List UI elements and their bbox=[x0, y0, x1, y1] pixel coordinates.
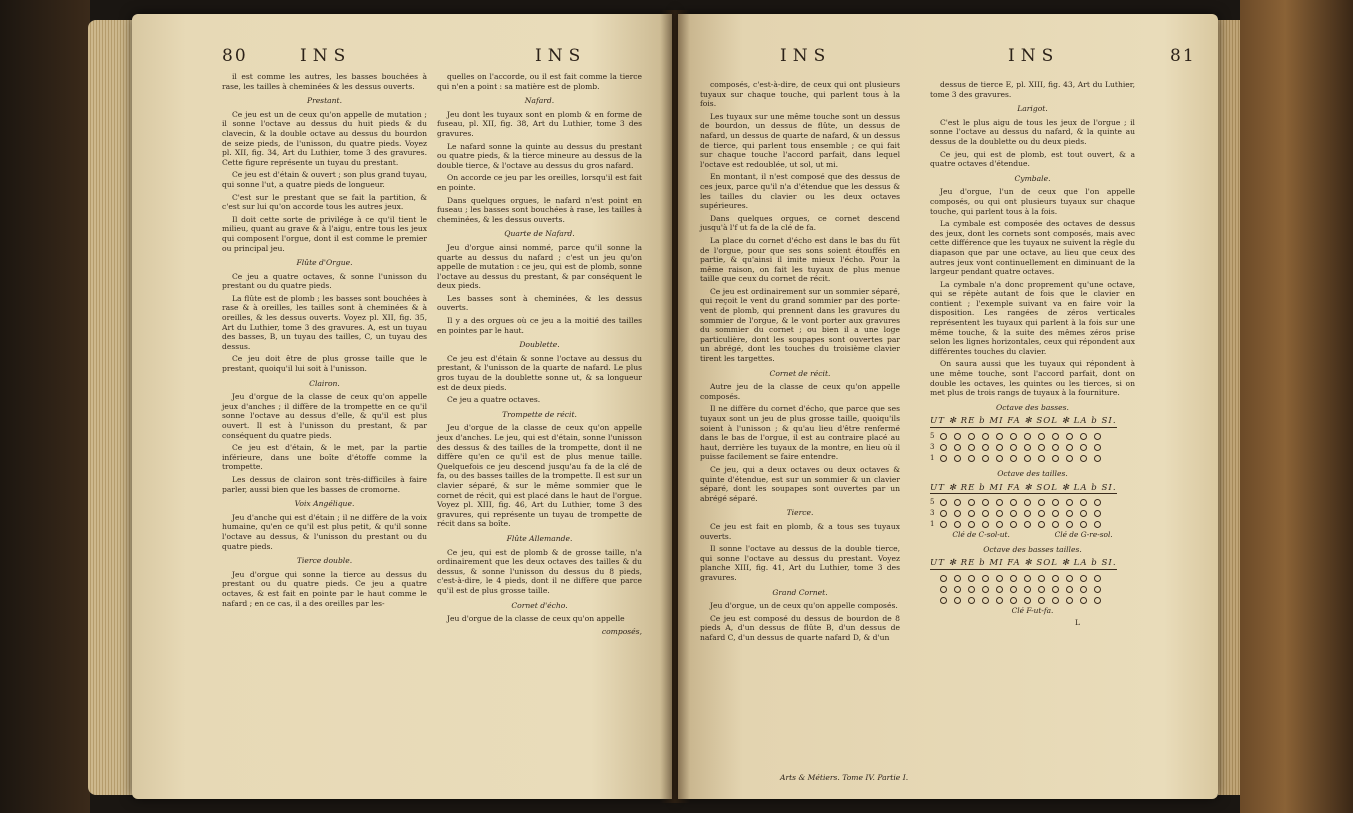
pipe-circles bbox=[940, 455, 1101, 462]
paragraph: Jeu d'orgue, un de ceux qu'on appelle composés. bbox=[710, 601, 898, 611]
paragraph: Il doit cette sorte de privilége à ce qu'il tient le milieu, quant au grave & à l'aigu, entre tous les jeux qui composent l'orgue, dont il est comme le premier ou principal jeu. bbox=[222, 214, 427, 253]
pipe-table-basses-tailles bbox=[930, 558, 1135, 615]
paragraph: Jeu dont les tuyaux sont en plomb & en forme de fuseau, pl. XII, fig. 38, Art du Luthier, tome 3 des gravures. bbox=[437, 109, 642, 138]
section-title: Doublette. bbox=[519, 340, 560, 350]
table3-title: Octave des basses tailles. bbox=[983, 544, 1082, 554]
note-row: UT ✻ RE b MI FA ✻ SOL ✻ LA b SI. bbox=[930, 558, 1117, 569]
left-page-number: 80 bbox=[222, 46, 248, 66]
paragraph: On accorde ce jeu par les oreilles, lorsqu'il est fait en pointe. bbox=[437, 173, 642, 192]
section-title: Nafard. bbox=[524, 96, 555, 106]
pipe-circles bbox=[940, 575, 1101, 582]
paragraph: Autre jeu de la classe de ceux qu'on appelle composés. bbox=[700, 382, 900, 401]
paragraph: composés, c'est-à-dire, de ceux qui ont plusieurs tuyaux sur chaque touche, qui parlent tous à la fois. bbox=[700, 80, 900, 109]
table2-title: Octave des tailles. bbox=[997, 469, 1068, 478]
pipe-circles bbox=[940, 597, 1101, 604]
paragraph: Jeu d'orgue qui sonne la tierce au dessus du prestant ou du quatre pieds. Ce jeu a quatre octaves, & est fait en pointe par le haut comme le nafard ; en ce cas, il a des oreilles par les- bbox=[222, 569, 427, 608]
paragraph: Ce jeu, qui est de plomb, est tout ouvert, & a quatre octaves d'étendue. bbox=[930, 149, 1135, 169]
paragraph: La place du cornet d'écho est dans le bas du fût de l'orgue, pour que ses sons soient étouffés en partie, & qu'ainsi il imite mieux l'écho. Pour la même raison, on fait les tuyaux de plus menue taille que ceux du cornet de récit. bbox=[700, 235, 900, 284]
right-column-1 bbox=[700, 80, 900, 645]
paragraph: Il y a des orgues où ce jeu a la moitié des tailles en pointes par le haut. bbox=[437, 316, 642, 335]
paragraph: Ce jeu a quatre octaves, & sonne l'unisson du prestant ou du quatre pieds. bbox=[222, 271, 427, 291]
right-header-right: INS bbox=[780, 46, 832, 66]
paragraph: Jeu d'anche qui est d'étain ; il ne diffère de la voix humaine, qu'en ce qu'il est plus petit, & qu'il sonne l'octave au dessus, & l'unisson du prestant ou du quatre pieds. bbox=[222, 512, 427, 551]
section-title: Cymbale. bbox=[1014, 173, 1051, 183]
paragraph: Ce jeu, qui a deux octaves ou deux octaves & quinte d'étendue, est sur un sommier & un clavier séparé, dont les soupapes sont ouvertes par un abrégé séparé. bbox=[700, 464, 900, 503]
paragraph: dessus de tierce E, pl. XIII, fig. 43, Art du Luthier, tome 3 des gravures. bbox=[930, 80, 1135, 99]
pipe-circles bbox=[940, 444, 1101, 451]
note-row: UT ✻ RE b MI FA ✻ SOL ✻ LA b SI. bbox=[930, 416, 1117, 427]
paragraph: Ce jeu est d'étain & ouvert ; son plus grand tuyau, qui sonne l'ut, a quatre pieds de longueur. bbox=[222, 170, 427, 189]
section-title: Quarte de Nafard. bbox=[504, 229, 575, 239]
paragraph: il est comme les autres, les basses bouchées à rase, les tailles à cheminées & les dessus ouverts. bbox=[222, 72, 427, 91]
paragraph: Dans quelques orgues, le nafard n'est point en fuseau ; les basses sont bouchées à rase, les tailles à cheminées, & les dessus ouverts. bbox=[437, 195, 642, 224]
paragraph: Ce jeu est composé du dessus de bourdon de 8 pieds A, d'un dessus de flûte B, d'un dessus de nafard C, d'un dessus de quarte nafard D, & d'un bbox=[700, 613, 900, 642]
section-title: Cornet de récit. bbox=[769, 368, 831, 378]
section-title: Grand Cornet. bbox=[772, 587, 828, 597]
section-title: Tierce double. bbox=[296, 556, 353, 566]
left-column-2 bbox=[437, 72, 642, 636]
row-label: 5 bbox=[930, 497, 935, 506]
pipe-table-tailles bbox=[930, 483, 1135, 540]
section-title: Flûte Allemande. bbox=[506, 533, 573, 543]
pipe-circles bbox=[940, 499, 1101, 506]
paragraph: Les dessus de clairon sont très-difficiles à faire parler, aussi bien que les basses de cromorne. bbox=[222, 474, 427, 494]
clef-label: Clé de G-re-sol. bbox=[1054, 530, 1113, 540]
section-title: Voix Angélique. bbox=[294, 499, 355, 509]
paragraph: Ce jeu est fait en plomb, & a tous ses tuyaux ouverts. bbox=[700, 521, 900, 541]
paragraph: Le nafard sonne la quinte au dessus du prestant ou quatre pieds, & la tierce mineure au dessus de la double tierce, & l'octave au dessus du gros nafard. bbox=[437, 141, 642, 170]
section-title: Trompette de récit. bbox=[502, 409, 577, 419]
left-header-right: INS bbox=[535, 46, 587, 66]
paragraph: La cymbale est composée des octaves de dessus des jeux, dont les cornets sont composés, mais avec cette différence que les tuyaux ne suivent la règle du diapason que par une octave, au lieu que ceux des autres jeux vont continuellement en diminuant de la largeur pendant quatre octaves. bbox=[930, 219, 1135, 277]
paragraph: Jeu d'orgue de la classe de ceux qu'on appelle jeux d'anches ; il diffère de la trompette en ce qu'il sonne l'octave au dessus d'elle, & qu'il est plus ouvert. Il est à l'unisson du prestant, & par conséquent du quatre pieds. bbox=[222, 392, 427, 440]
paragraph: Dans quelques orgues, ce cornet descend jusqu'à l'f ut fa de la clé de fa. bbox=[700, 213, 900, 233]
paragraph: Jeu d'orgue de la classe de ceux qu'on appelle jeux d'anches. Le jeu, qui est d'étain, sonne l'unisson des dessus & des tailles de la trompette, dont il ne diffère qu'en ce qu'il est de plus menue taille. Quelquefois ce jeu descend jusqu'au fa de la clé de fa, ou des basses tailles de la trompette. Il est sur un clavier séparé, & sur le même sommier que le cornet de récit, qui est placé dans le haut de l'orgue. Voyez pl. XIII, fig. 46, Art du Luthier, tome 3 des gravures, qui représente un tuyau de trompette de récit dans sa boîte. bbox=[437, 423, 642, 529]
paragraph: Ce jeu est un de ceux qu'on appelle de mutation ; il sonne l'octave au dessus du huit pieds & du clavecin, & la double octave au dessus du bourdon de seize pieds, de l'unisson, du quatre pieds. Voyez pl. XII, fig. 34, Art du Luthier, tome 3 des gravures. Cette figure représente un tuyau du prestant. bbox=[222, 109, 427, 167]
paragraph: C'est sur le prestant que se fait la partition, & c'est sur lui qu'on accorde tous les autres jeux. bbox=[222, 192, 427, 212]
book-gutter bbox=[660, 10, 690, 803]
paragraph: Ce jeu a quatre octaves. bbox=[447, 395, 541, 405]
row-label: 3 bbox=[930, 508, 935, 517]
left-page-edges bbox=[88, 20, 134, 795]
table1-title: Octave des basses. bbox=[996, 402, 1069, 412]
note-row: UT ✻ RE b MI FA ✻ SOL ✻ LA b SI. bbox=[930, 482, 1117, 493]
paragraph: Ce jeu est ordinairement sur un sommier séparé, qui reçoit le vent du grand sommier par des porte-vent de plomb, qui prennent dans les gravures du sommier de l'orgue, & le vont porter aux gravures du sommier du cornet ; ou bien il a une loge particulière, dont les soupapes sont ouvertes par un abrégé, dont les touches du troisième clavier tirent les targettes. bbox=[700, 286, 900, 364]
signature-mark: L bbox=[1074, 617, 1080, 627]
pipe-circles bbox=[940, 433, 1101, 440]
paragraph: Ce jeu doit être de plus grosse taille que le prestant, quoiqu'il lui soit à l'unisson. bbox=[222, 354, 427, 374]
paragraph: Il ne diffère du cornet d'écho, que parce que ses tuyaux sont un jeu de plus grosse taille, quoiqu'ils soient à l'unisson ; & qu'au lieu d'être renfermé dans le bas de l'orgue, il est au contraire placé au haut, derrière les tuyaux de la montre, en lieu où il puisse facilement se faire entendre. bbox=[700, 404, 900, 462]
paragraph: La cymbale n'a donc proprement qu'une octave, qui se répète autant de fois que le clavier en contient ; l'exemple suivant va en faire voir la disposition. Les rangées de zéros verticales représentent les tuyaux qui parlent à la fois sur une même touche, & la suite des mêmes zéros prise selon les lignes horizontales, ceux qui répondent aux différentes touches du clavier. bbox=[930, 279, 1135, 356]
clef-label: Clé de C-sol-ut. bbox=[952, 530, 1010, 540]
page-footer: Arts & Métiers. Tome IV. Partie I. bbox=[780, 773, 909, 782]
paragraph: Jeu d'orgue, l'un de ceux que l'on appelle composés, ou qui ont plusieurs tuyaux sur chaque touche, qui parlent tous à la fois. bbox=[930, 187, 1135, 216]
row-label: 5 bbox=[930, 431, 935, 440]
right-page-edges bbox=[1218, 20, 1240, 795]
right-cover bbox=[1240, 0, 1353, 813]
pipe-circles bbox=[940, 521, 1101, 528]
paragraph: Les tuyaux sur une même touche sont un dessus de bourdon, un dessus de flûte, un dessus de nafard, un dessus de quarte de nafard, & un dessus de tierce, qui parlent tous ensemble ; ce qui fait sur chaque touche l'accord parfait, dans lequel l'octave est redoublée, ut sol, ut mi. bbox=[700, 111, 900, 169]
right-column-2-text bbox=[930, 80, 1135, 398]
paragraph: quelles on l'accorde, ou il est fait comme la tierce qui n'en a point : sa matière est de plomb. bbox=[437, 72, 642, 91]
section-title: Cornet d'écho. bbox=[511, 600, 568, 610]
left-column-1 bbox=[222, 72, 427, 611]
paragraph: C'est le plus aigu de tous les jeux de l'orgue ; il sonne l'octave au dessus du nafard, & la quinte au dessus de la doublette ou du deux pieds. bbox=[930, 117, 1135, 146]
paragraph: Ce jeu est d'étain & sonne l'octave au dessus du prestant, & l'unisson de la quarte de nafard. Le plus gros tuyau de la doublette sonne ut, & sa longueur est de deux pieds. bbox=[437, 353, 642, 392]
pipe-table-basses bbox=[930, 416, 1135, 464]
pipe-circles bbox=[940, 510, 1101, 517]
section-title: Tierce. bbox=[786, 508, 814, 518]
right-header-left: INS bbox=[1008, 46, 1060, 66]
paragraph: On saura aussi que les tuyaux qui répondent à une même touche, sont l'accord parfait, dont on double les octaves, les quintes ou les tierces, si on met plus de trois rangs de tuyaux à la fourniture. bbox=[930, 359, 1135, 398]
paragraph: Ce jeu, qui est de plomb & de grosse taille, n'a ordinairement que les deux octaves des tailles & du dessus, & sonne l'unisson du dessus du 8 pieds, c'est-à-dire, le 4 pieds, dont il ne diffère que parce qu'il est de plus grosse taille. bbox=[437, 547, 642, 595]
row-label: 1 bbox=[930, 453, 935, 462]
section-title: Flûte d'Orgue. bbox=[296, 258, 353, 268]
right-column-2 bbox=[930, 80, 1135, 627]
section-title: Larigot. bbox=[1017, 104, 1048, 114]
pipe-circles bbox=[940, 586, 1101, 593]
section-title: Clairon. bbox=[309, 378, 340, 388]
clef-label: Clé F-ut-fa. bbox=[1011, 605, 1054, 615]
paragraph: Les basses sont à cheminées, & les dessus ouverts. bbox=[437, 293, 642, 313]
catchword: composés, bbox=[601, 626, 642, 636]
paragraph: Jeu d'orgue de la classe de ceux qu'on appelle bbox=[447, 614, 625, 624]
paragraph: La flûte est de plomb ; les basses sont bouchées à rase & à oreilles, les tailles sont à cheminées & à oreilles, & les dessus ouverts. Voyez pl. XII, fig. 35, Art du Luthier, tome 3 des gravures. A, est un tuyau des basses, B, un tuyau des tailles, C, un tuyau des dessus. bbox=[222, 293, 427, 351]
paragraph: Jeu d'orgue ainsi nommé, parce qu'il sonne la quarte au dessus du nafard ; c'est un jeu qu'on appelle de mutation : ce jeu, qui est de plomb, sonne l'octave au dessus du prestant, & par conséquent le deux pieds. bbox=[437, 242, 642, 291]
paragraph: Il sonne l'octave au dessus de la double tierce, qui sonne l'octave au dessus du prestant. Voyez planche XIII, fig. 41, Art du Luthier, tome 3 des gravures. bbox=[700, 544, 900, 582]
section-title: Prestant. bbox=[306, 96, 343, 106]
row-label: 3 bbox=[930, 442, 935, 451]
paragraph: Ce jeu est d'étain, & le met, par la partie inférieure, dans une boîte d'étoffe comme la trompette. bbox=[222, 443, 427, 472]
right-page-number: 81 bbox=[1170, 46, 1196, 66]
paragraph: En montant, il n'est composé que des dessus de ces jeux, parce qu'il n'a d'étendue que les dessus & les tailles du clavier ou les deux octaves supérieures. bbox=[700, 172, 900, 211]
row-label: 1 bbox=[930, 519, 935, 528]
left-cover bbox=[0, 0, 90, 813]
left-header-left: INS bbox=[300, 46, 352, 66]
